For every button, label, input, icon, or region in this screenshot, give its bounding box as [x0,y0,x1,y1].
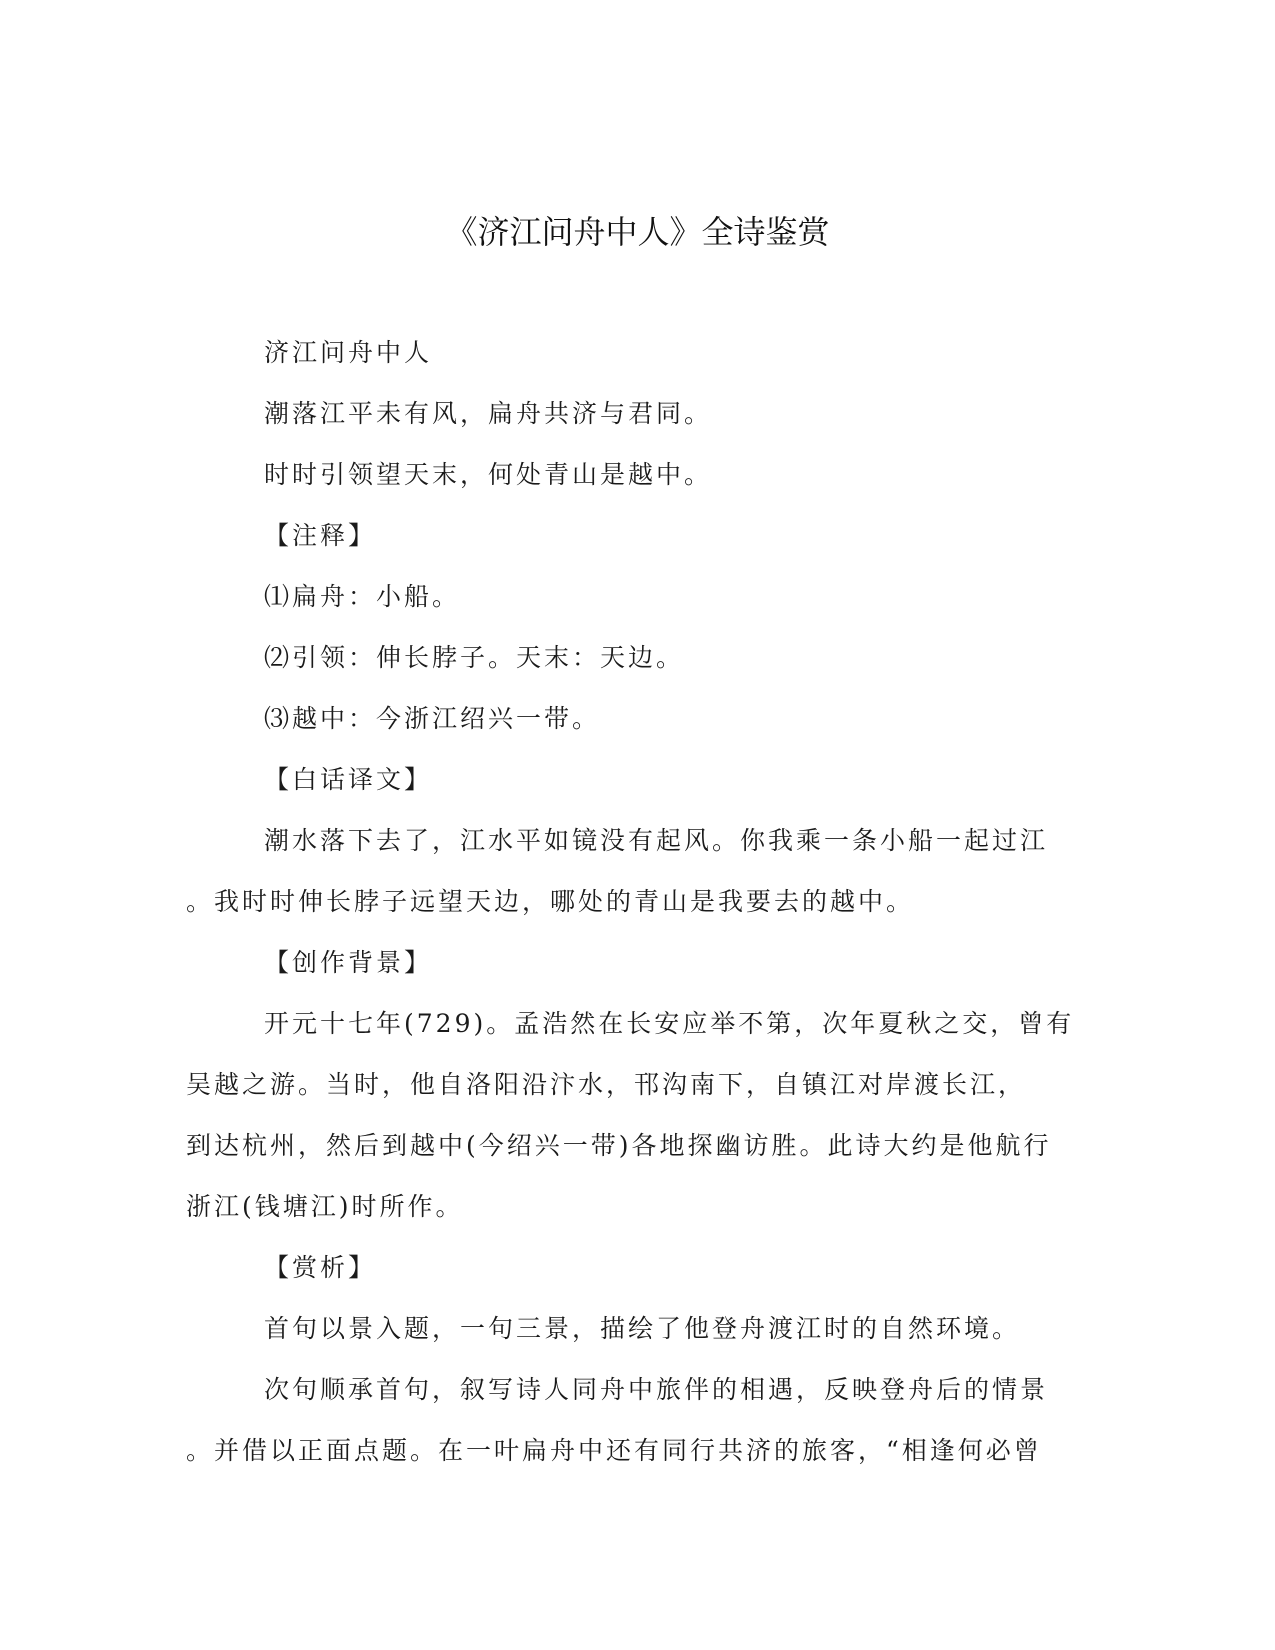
translation-line-1: 潮水落下去了，江水平如镜没有起风。你我乘一条小船一起过江 [264,826,1049,855]
document-body [186,322,1076,1481]
translation-line-2: 。我时时伸长脖子远望天边，哪处的青山是我要去的越中。 [186,887,915,916]
translation-heading: 【白话译文】 [264,765,433,794]
poem-line-1: 潮落江平未有风，扁舟共济与君同。 [264,399,713,428]
background-heading: 【创作背景】 [264,948,433,977]
page-title: 《济江问舟中人》全诗鉴赏 [445,213,830,251]
note-item-1: ⑴扁舟：小船。 [264,582,461,611]
appreciation-para-2-line-1: 次句顺承首句，叙写诗人同舟中旅伴的相遇，反映登舟后的情景 [264,1375,1049,1404]
background-line-1: 开元十七年(729)。孟浩然在长安应举不第，次年夏秋之交，曾有 [264,1009,1075,1038]
background-line-2: 吴越之游。当时，他自洛阳沿汴水，邗沟南下，自镇江对岸渡长江， [186,1070,1027,1099]
note-item-2: ⑵引领：伸长脖子。天末：天边。 [264,643,685,672]
poem-title: 济江问舟中人 [264,338,433,367]
note-item-3: ⑶越中：今浙江绍兴一带。 [264,704,601,733]
poem-line-2: 时时引领望天末，何处青山是越中。 [264,460,713,489]
background-line-4: 浙江(钱塘江)时所作。 [186,1192,464,1221]
appreciation-para-2-line-2: 。并借以正面点题。在一叶扁舟中还有同行共济的旅客，“相逢何必曾 [186,1436,1042,1465]
appreciation-heading: 【赏析】 [264,1253,377,1282]
notes-heading: 【注释】 [264,521,377,550]
appreciation-para-1: 首句以景入题，一句三景，描绘了他登舟渡江时的自然环境。 [264,1314,1021,1343]
background-line-3: 到达杭州，然后到越中(今绍兴一带)各地探幽访胜。此诗大约是他航行 [186,1131,1052,1160]
